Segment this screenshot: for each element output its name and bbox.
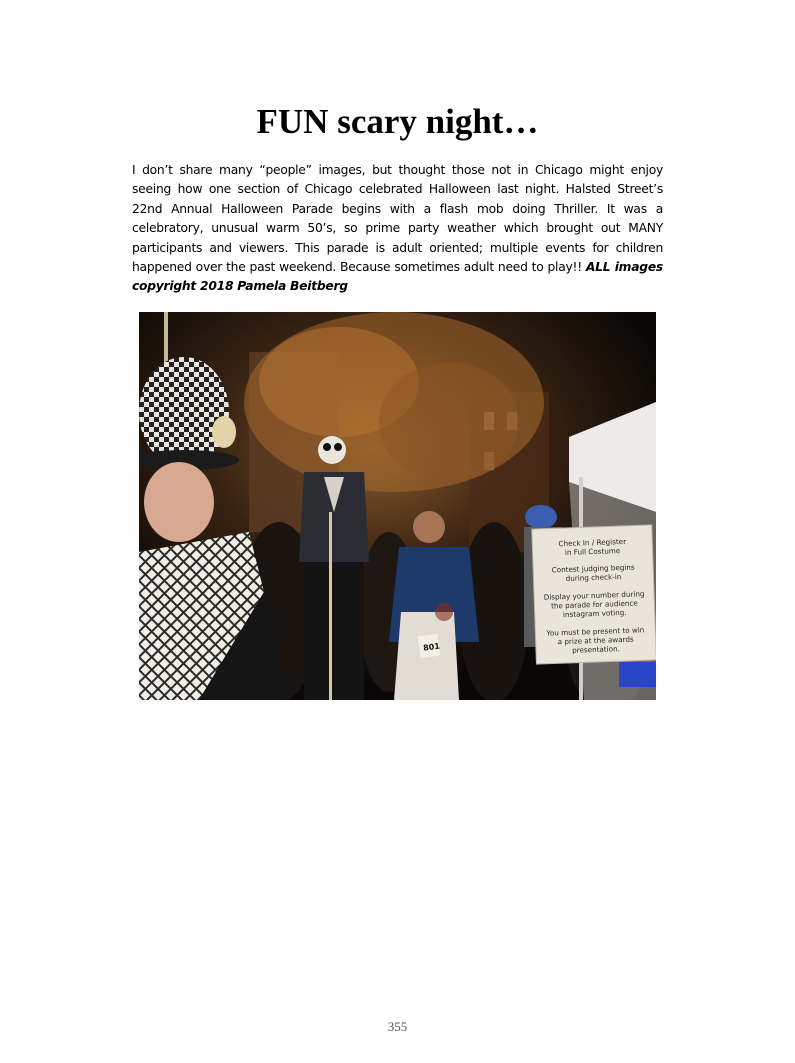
body-paragraph <box>132 161 663 297</box>
sign-line-3: Contest judging begins <box>551 562 635 575</box>
sign-line-1: Check In / Register <box>558 536 627 549</box>
sign-line-10: presentation. <box>571 644 621 655</box>
sign-line-8: You must be present to win <box>546 625 645 638</box>
sign-line-7: instagram voting. <box>562 607 627 620</box>
check-in-sign <box>532 525 656 664</box>
sign-line-6: the parade for audience <box>550 598 638 611</box>
halloween-parade-photo <box>139 312 656 700</box>
number-tag-text: 801 <box>422 641 441 653</box>
copyright-credit: ALL images copyright 2018 Pamela Beitberg <box>132 260 663 294</box>
sign-line-2: in Full Costume <box>564 546 621 557</box>
sign-line-5: Display your number during <box>543 589 645 602</box>
page-number: 355 <box>387 1019 408 1034</box>
body-text: I don’t share many “people” images, but thought those not in Chicago might enjoy seeing how one section of Chicago celebrated Halloween last night. Halsted Street’s 22nd Annual Halloween Parade begins with a flash mob doing Thriller. It was a celebratory, unusual warm 50’s, so prime party weather which brought out MANY participants and viewers. This parade is adult oriented; multiple events for children happened over the past weekend. Because sometimes adult need to play!! <box>132 163 663 275</box>
sign-line-9: a prize at the awards <box>557 634 634 647</box>
stilt-walker-legs <box>304 562 364 700</box>
skeleton-mask <box>318 436 346 464</box>
sign-line-4: during check-in <box>565 572 622 583</box>
page-title: FUN scary night… <box>256 102 539 141</box>
